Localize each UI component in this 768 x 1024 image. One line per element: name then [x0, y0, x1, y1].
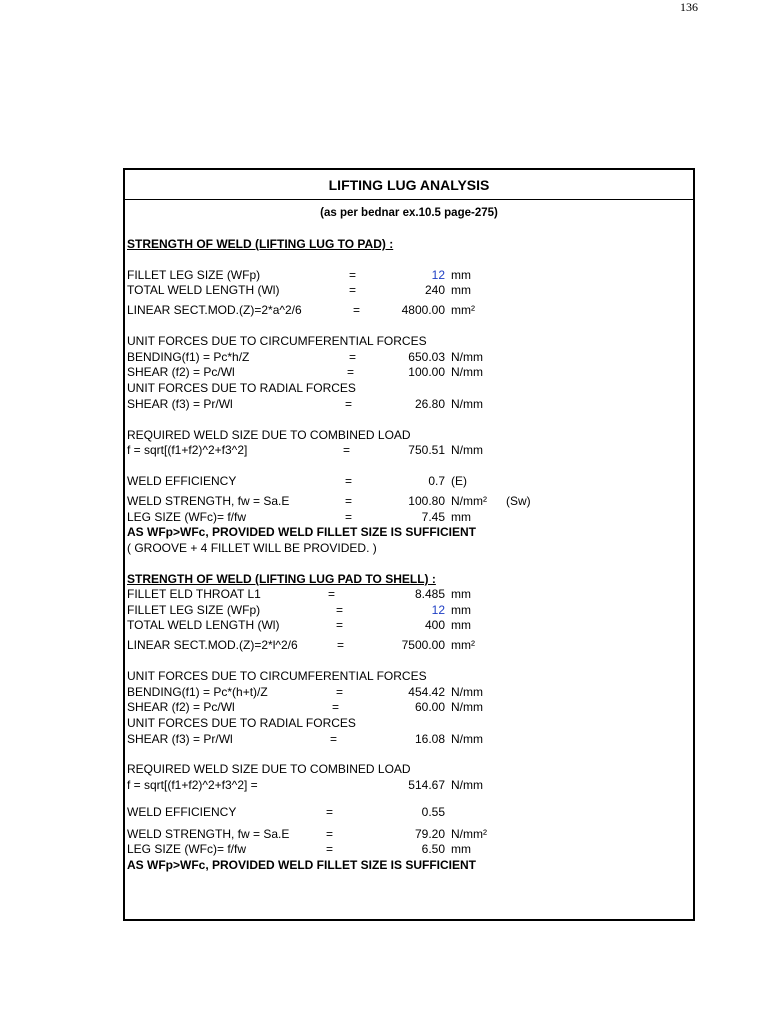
s2-row-label: LINEAR SECT.MOD.(Z)=2*l^2/6	[127, 638, 298, 652]
s1-row-unit: mm	[451, 283, 471, 297]
s2-row-label: BENDING(f1) = Pc*(h+t)/Z	[127, 685, 268, 699]
s1-row-label: SHEAR (f2) = Pc/Wl	[127, 365, 235, 379]
s1-row-label: WELD STRENGTH, fw = Sa.E	[127, 494, 290, 508]
section2-conclusion: AS WFp>WFc, PROVIDED WELD FILLET SIZE IS SUFFICIENT	[127, 858, 477, 872]
s1-row-value: 26.80	[414, 397, 445, 411]
s1-row-label: TOTAL WELD LENGTH (Wl)	[127, 283, 280, 297]
s2-row-unit: N/mm²	[451, 827, 487, 841]
lug-analysis-sheet	[123, 168, 695, 921]
s2-row-eq: =	[330, 732, 338, 746]
s1-row-eq: =	[349, 350, 357, 364]
s2-row-value: 16.08	[414, 732, 445, 746]
sheet-title: LIFTING LUG ANALYSIS	[125, 170, 693, 200]
section1-heading: STRENGTH OF WELD (LIFTING LUG TO PAD) :	[127, 237, 394, 251]
s2-row-value: 514.67	[408, 778, 445, 792]
s2-row-label: f = sqrt[(f1+f2)^2+f3^2] =	[127, 778, 258, 792]
s1-row-value: 100.80	[408, 494, 445, 508]
s2-row-value: 6.50	[421, 842, 445, 856]
s2-row-value: 400	[424, 618, 445, 632]
s2-row-label: REQUIRED WELD SIZE DUE TO COMBINED LOAD	[127, 762, 411, 776]
s1-row-eq: =	[345, 397, 353, 411]
s2-row-unit: N/mm	[451, 700, 483, 714]
s2-row-label: FILLET LEG SIZE (WFp)	[127, 603, 261, 617]
s2-row-value: 60.00	[414, 700, 445, 714]
s2-row-eq: =	[336, 685, 344, 699]
s2-row-unit: N/mm	[451, 685, 483, 699]
s2-row-label: FILLET ELD THROAT L1	[127, 587, 261, 601]
s2-row-eq: =	[326, 827, 334, 841]
s2-row-label: SHEAR (f2) = Pc/Wl	[127, 700, 235, 714]
s2-row-eq: =	[337, 638, 345, 652]
s1-row-label: SHEAR (f3) = Pr/Wl	[127, 397, 233, 411]
s1-row-eq: =	[349, 283, 357, 297]
s2-row-value: 79.20	[414, 827, 445, 841]
s1-row-eq: =	[345, 494, 353, 508]
s2-row-value: 8.485	[414, 587, 445, 601]
s2-row-value: 0.55	[421, 805, 445, 819]
s1-row-value: 4800.00	[401, 303, 445, 317]
s2-row-unit: mm	[451, 603, 471, 617]
s2-row-eq: =	[336, 603, 344, 617]
s1-row-eq: =	[343, 443, 351, 457]
sheet-content	[125, 200, 693, 918]
s2-row-eq: =	[328, 587, 336, 601]
s1-row-extra: (Sw)	[506, 494, 531, 508]
s2-row-unit: mm	[451, 618, 471, 632]
s1-row-value: 0.7	[428, 474, 445, 488]
s1-row-label: LEG SIZE (WFc)= f/fw	[127, 510, 247, 524]
s1-row-value: 7.45	[421, 510, 445, 524]
s2-row-label: UNIT FORCES DUE TO RADIAL FORCES	[127, 716, 356, 730]
s1-row-unit: N/mm	[451, 365, 483, 379]
s1-row-unit: N/mm	[451, 443, 483, 457]
s1-row-eq: =	[353, 303, 361, 317]
s2-row-unit: mm²	[451, 638, 475, 652]
s2-row-label: SHEAR (f3) = Pr/Wl	[127, 732, 233, 746]
s1-row-eq: =	[349, 268, 357, 282]
s1-row-unit: mm	[451, 268, 471, 282]
s1-row-label: REQUIRED WELD SIZE DUE TO COMBINED LOAD	[127, 428, 411, 442]
s2-row-label: WELD STRENGTH, fw = Sa.E	[127, 827, 290, 841]
section1-note: ( GROOVE + 4 FILLET WILL BE PROVIDED. )	[127, 541, 377, 555]
s2-row-label: UNIT FORCES DUE TO CIRCUMFERENTIAL FORCES	[127, 669, 427, 683]
s1-row-label: FILLET LEG SIZE (WFp)	[127, 268, 261, 282]
sheet-subtitle: (as per bednar ex.10.5 page-275)	[320, 207, 498, 219]
s2-row-label: LEG SIZE (WFc)= f/fw	[127, 842, 247, 856]
section1-conclusion: AS WFp>WFc, PROVIDED WELD FILLET SIZE IS SUFFICIENT	[127, 525, 477, 539]
s1-row-value: 100.00	[408, 365, 445, 379]
s2-row-unit: N/mm	[451, 732, 483, 746]
s1-row-eq: =	[345, 474, 353, 488]
s1-row-value: 750.51	[408, 443, 445, 457]
s1-row-label: UNIT FORCES DUE TO RADIAL FORCES	[127, 381, 356, 395]
s2-row-unit: N/mm	[451, 778, 483, 792]
s1-row-value: 240	[424, 283, 445, 297]
s1-row-label: BENDING(f1) = Pc*h/Z	[127, 350, 250, 364]
s1-row-value: 12	[431, 268, 445, 282]
s2-row-label: TOTAL WELD LENGTH (Wl)	[127, 618, 280, 632]
section2-heading: STRENGTH OF WELD (LIFTING LUG PAD TO SHELL) :	[127, 572, 436, 586]
page-number: 136	[680, 0, 698, 14]
s2-row-eq: =	[336, 618, 344, 632]
s1-row-value: 650.03	[408, 350, 445, 364]
s2-row-value: 12	[431, 603, 445, 617]
s1-row-unit: N/mm	[451, 397, 483, 411]
s2-row-unit: mm	[451, 842, 471, 856]
s1-row-label: f = sqrt[(f1+f2)^2+f3^2]	[127, 443, 248, 457]
s1-row-eq: =	[345, 510, 353, 524]
s1-row-eq: =	[347, 365, 355, 379]
s1-row-label: UNIT FORCES DUE TO CIRCUMFERENTIAL FORCES	[127, 334, 427, 348]
s2-row-eq: =	[326, 842, 334, 856]
s1-row-unit: N/mm²	[451, 494, 487, 508]
s2-row-value: 454.42	[408, 685, 445, 699]
s2-row-label: WELD EFFICIENCY	[127, 805, 237, 819]
s1-row-unit: (E)	[451, 474, 467, 488]
s2-row-unit: mm	[451, 587, 471, 601]
s1-row-unit: mm	[451, 510, 471, 524]
s1-row-label: WELD EFFICIENCY	[127, 474, 237, 488]
s2-row-eq: =	[332, 700, 340, 714]
s1-row-unit: mm²	[451, 303, 475, 317]
s2-row-value: 7500.00	[401, 638, 445, 652]
s1-row-label: LINEAR SECT.MOD.(Z)=2*a^2/6	[127, 303, 302, 317]
s1-row-unit: N/mm	[451, 350, 483, 364]
s2-row-eq: =	[326, 805, 334, 819]
